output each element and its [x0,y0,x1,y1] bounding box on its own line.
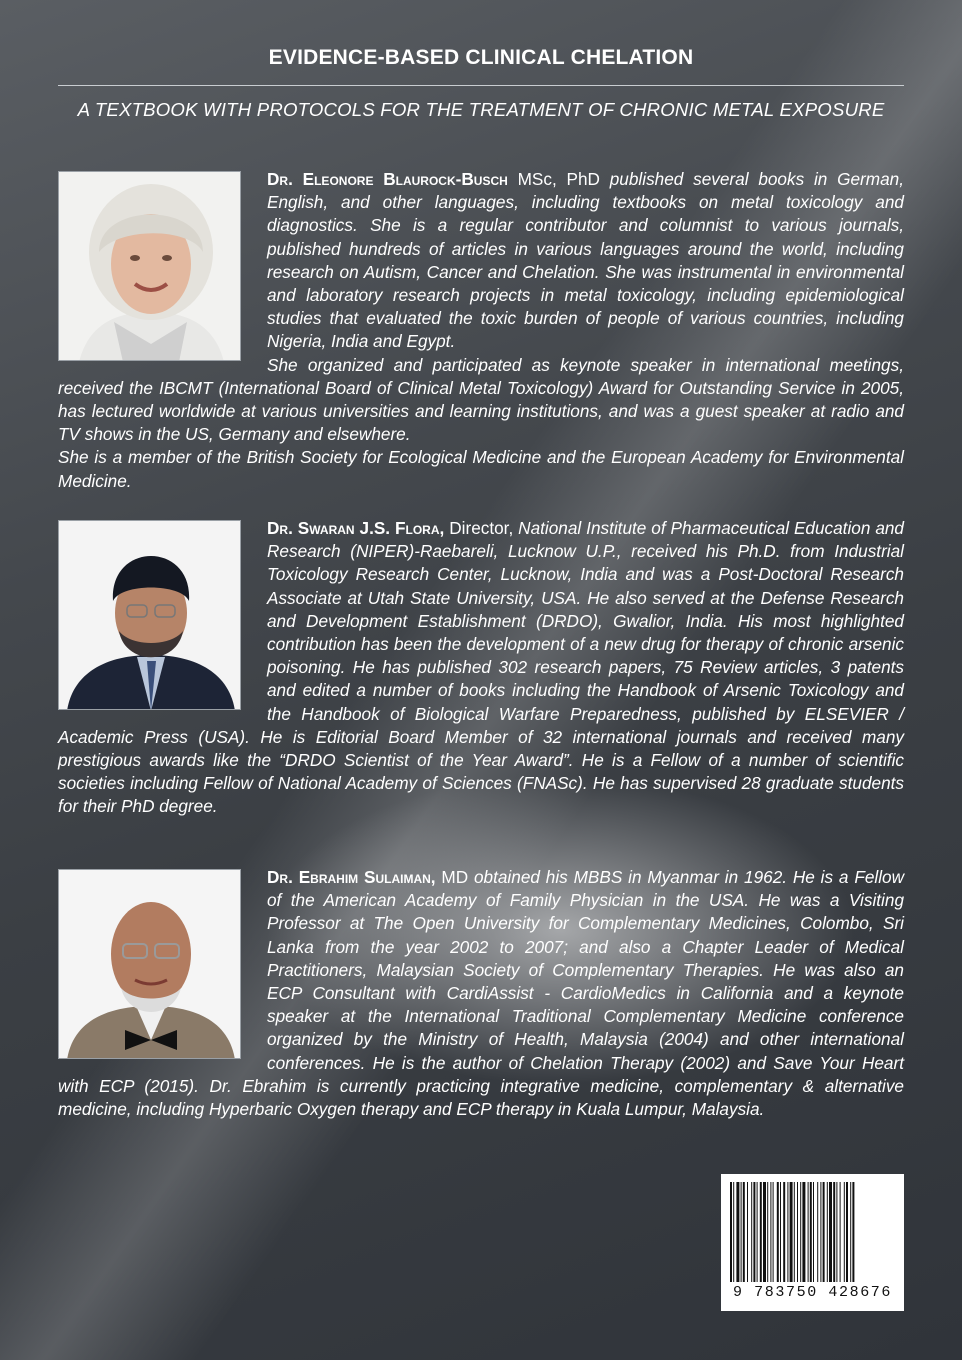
author-photo-blaurock-busch [58,171,241,361]
author-bio-text: She organized and participated as keynote speaker in international meetings, received the IBCMT (International Board of Clinical Metal Toxicology) Award for Outstanding Service in 2005, has lectured worldwide at various universities and learning institutions, and was a guest speaker at radio and TV shows in the US, Germany and elsewhere. [58,354,904,445]
author-bio-text: obtained his MBBS in Myanmar in 1962. He is a Fellow of the American Academy of Family Physician in the USA. He was a Visiting Professor at The Open University for Complementary Medicines, Colombo, Sri Lanka from the year 2002 to 2007; and also a Chapter Leader of Medical Practitioners, Malaysian Society of Complementary Therapies. He was also an ECP Consultant with CardiAssist - CardioMedics in California and a keynote speaker at the International Traditional Complementary Medicine conference organized by the Ministry of Health, Malaysia (2004) and other international conferences. He is the author of Chelation Therapy (2002) and Save Your Heart with ECP (2015). Dr. Ebrahim is currently practicing integrative medicine, complementary & alternative medicine, including Hyperbaric Oxygen therapy and ECP therapy in Kuala Lumpur, Malaysia. [58,867,904,1120]
author-credentials: MSc, PhD [517,169,600,189]
author-name: Dr. Ebrahim Sulaiman, [267,867,436,887]
barcode-bars [729,1182,896,1282]
author-bio-text: National Institute of Pharmaceutical Education and Research (NIPER)-Raebareli, Lucknow U.P., received his Ph.D. from Industrial Toxicology Research Center, Lucknow, India and was a Post-Doctoral Research Associate at Utah State University, USA. He also served at the Defense Research and Development Establishment (DRDO), Gwalior, India. His most highlighted contribution has been the development of a new drug for therapy of chronic arsenic poisoning. He has published 302 research papers, 75 Review articles, 3 patents and edited a number of books including the Handbook of Arsenic Toxicology and the Handbook of Biological Warfare Preparedness, published by ELSEVIER / Academic Press (USA). He is Editorial Board Member of 32 international journals and received many prestigious awards like the “DRDO Scientist of the Year Award”. He is a Fellow of a number of scientific societies including Fellow of National Academy of Sciences (FNASc). He has supervised 28 graduate students for their PhD degree. [58,518,904,817]
author-credentials: Director, [449,518,514,538]
author-bio-text: published several books in German, English, and other languages, including textbooks on metal toxicology and diagnostics. She is a regular contributor and columnist to various journals, published hundreds of articles in various languages around the world, including research on Autism, Cancer and Chelation. She was instrumental in environmental and laboratory research projects in metal toxicology, including epidemiological studies that evaluated the toxic burden of people of various countries, including Nigeria, India and Egypt. [267,169,904,352]
isbn-barcode [721,1174,904,1311]
author-credentials: MD [441,867,469,887]
author-bio-flora [58,517,904,819]
author-bio-text: She is a member of the British Society for Ecological Medicine and the European Academy for Environmental Medicine. [58,447,904,491]
author-bio-blaurock-busch [58,168,904,493]
author-bio-sulaiman [58,866,904,1121]
author-name: Dr. Swaran J.S. Flora, [267,518,445,538]
book-subtitle: A TEXTBOOK WITH PROTOCOLS FOR THE TREATMENT OF CHRONIC METAL EXPOSURE [77,99,885,120]
author-photo-flora [58,520,241,710]
title-divider [58,85,904,86]
isbn-number: 9 783750 428676 [732,1284,893,1301]
book-title: EVIDENCE-BASED CLINICAL CHELATION [268,46,694,69]
author-name: Dr. Eleonore Blaurock-Busch [267,169,508,189]
author-photo-sulaiman [58,869,241,1059]
